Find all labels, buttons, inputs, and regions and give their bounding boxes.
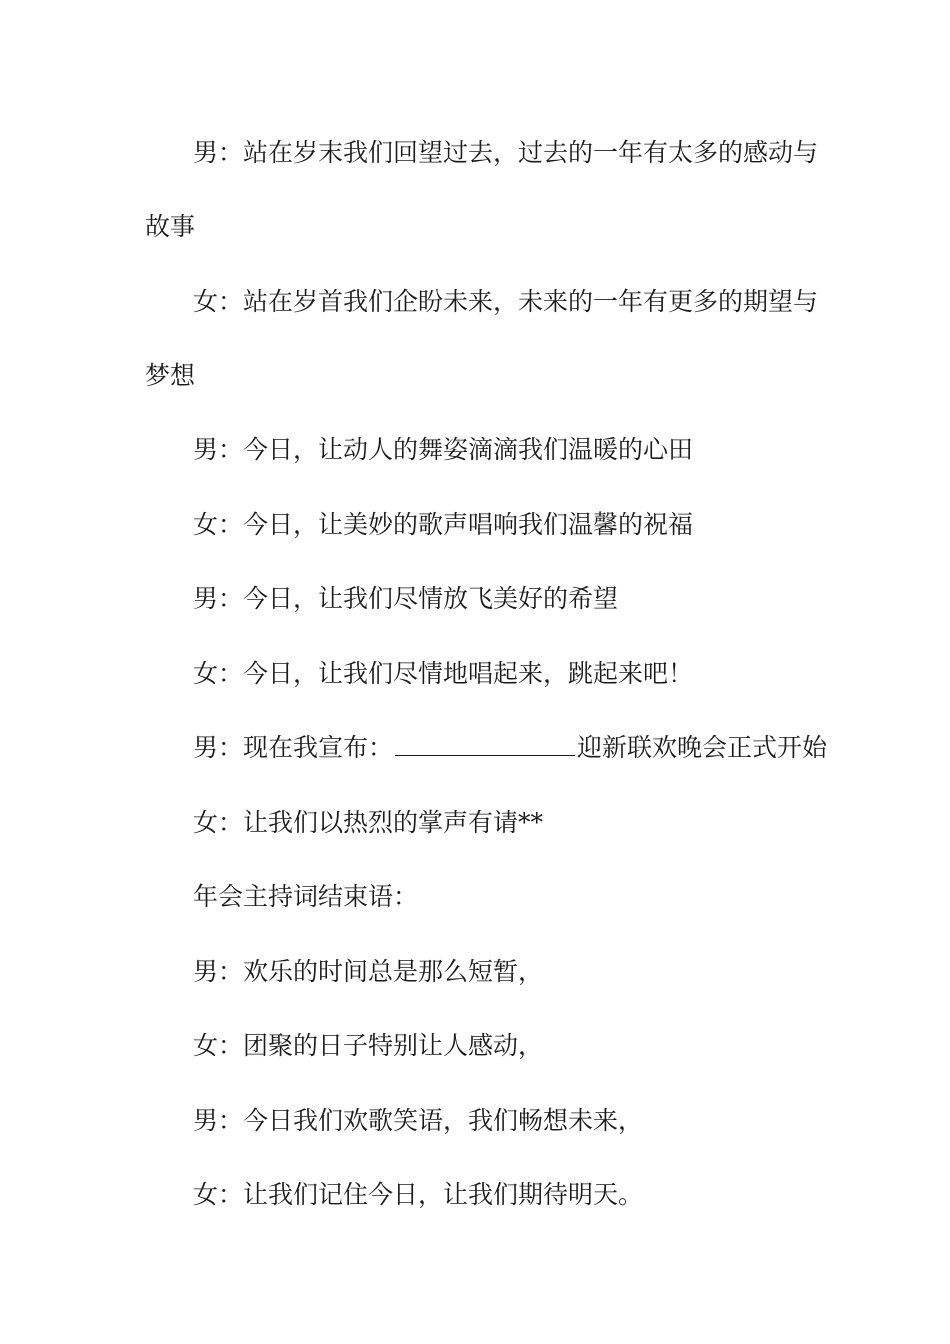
paragraph-4: 女：今日，让美妙的歌声唱响我们温馨的祝福 [193, 510, 694, 539]
paragraph-12: 男：今日我们欢歌笑语，我们畅想未来， [193, 1106, 644, 1135]
paragraph-1-line-1: 男：站在岁末我们回望过去，过去的一年有太多的感动与 [193, 138, 819, 167]
paragraph-1-line-2: 故事 [145, 212, 196, 241]
fill-in-blank [395, 737, 575, 756]
section-heading-closing: 年会主持词结束语： [193, 882, 419, 911]
paragraph-2-line-1: 女：站在岁首我们企盼未来，未来的一年有更多的期望与 [193, 287, 819, 316]
paragraph-6: 女：今日，让我们尽情地唱起来，跳起来吧！ [193, 659, 694, 688]
paragraph-7 [145, 710, 828, 785]
paragraph-5: 男：今日，让我们尽情放飞美好的希望 [193, 584, 619, 613]
announce-suffix: 迎新联欢晚会正式开始 [577, 733, 828, 762]
paragraph-8: 女：让我们以热烈的掌声有请** [193, 808, 544, 837]
paragraph-10: 男：欢乐的时间总是那么短暂， [193, 957, 544, 986]
paragraph-3: 男：今日，让动人的舞姿滴滴我们温暖的心田 [193, 435, 694, 464]
paragraph-2-line-2: 梦想 [145, 361, 196, 390]
announce-prefix: 男：现在我宣布： [193, 733, 394, 762]
paragraph-11: 女：团聚的日子特别让人感动， [193, 1031, 544, 1060]
paragraph-13: 女：让我们记住今日，让我们期待明天。 [193, 1180, 644, 1209]
